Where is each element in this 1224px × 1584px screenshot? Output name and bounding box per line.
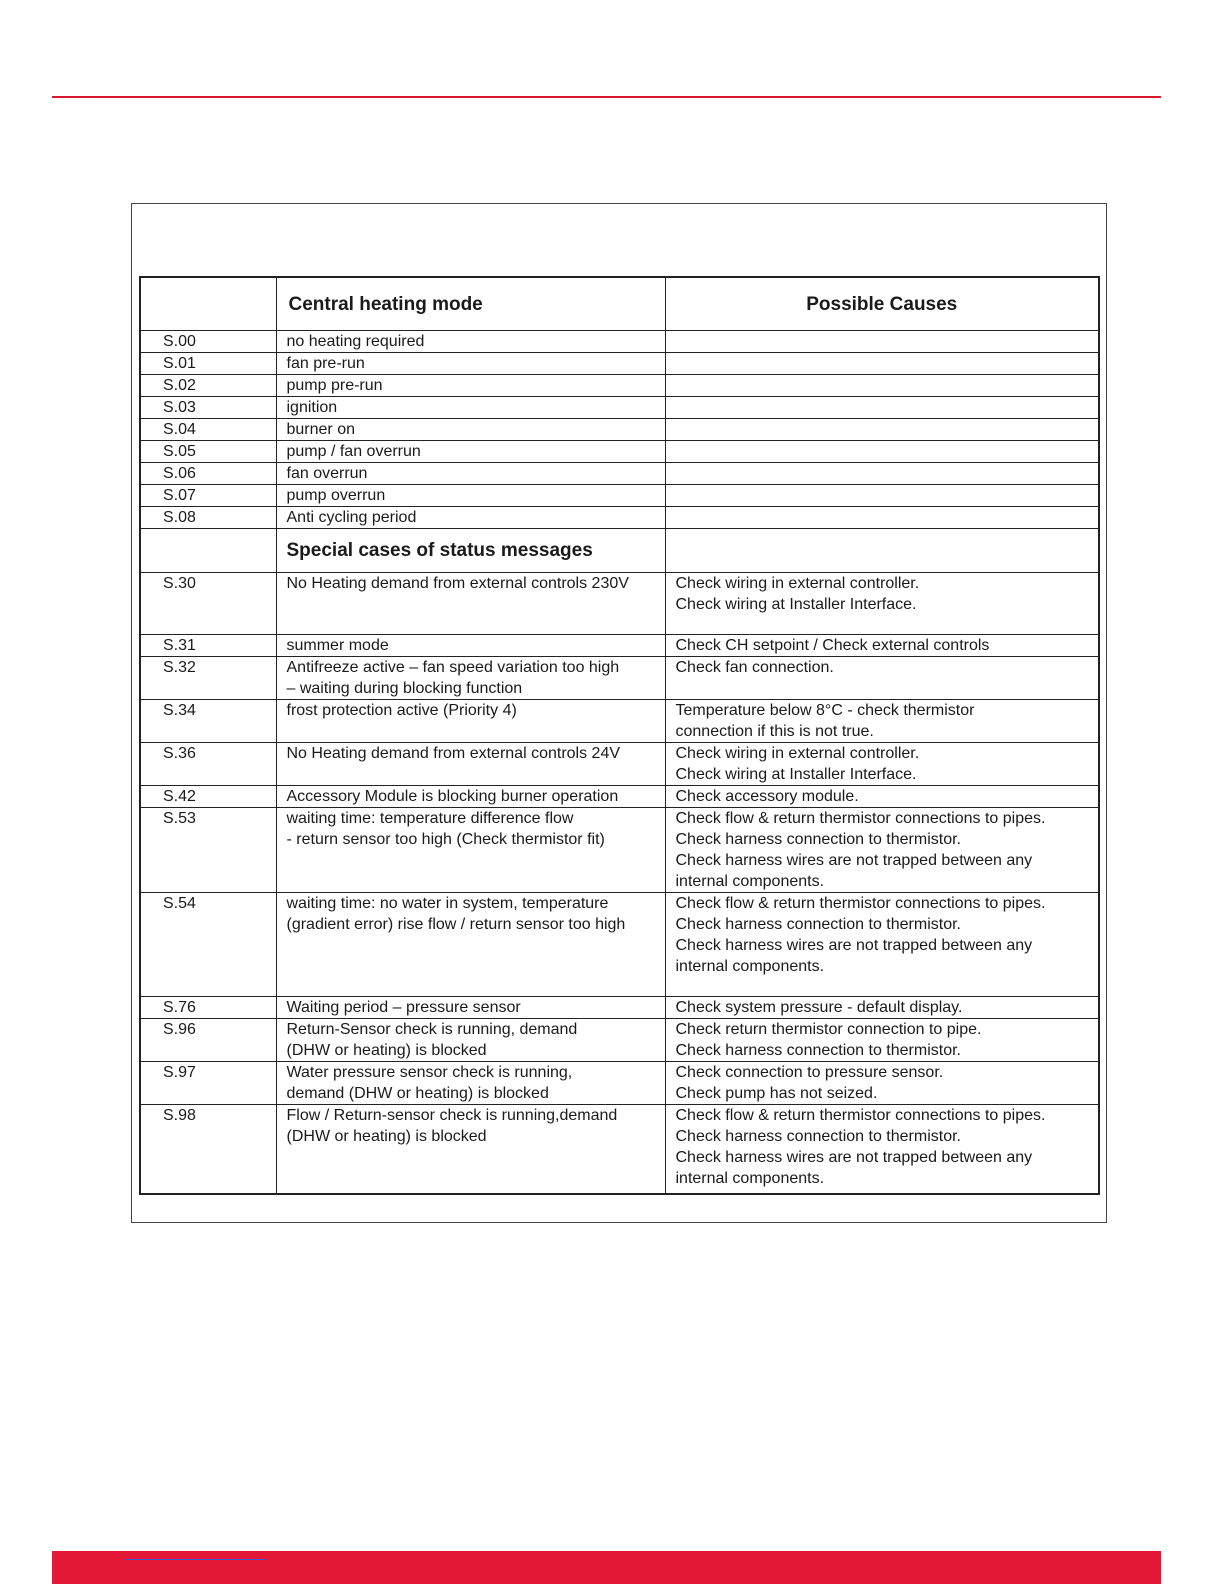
possible-causes [665, 463, 1099, 485]
possible-causes [665, 375, 1099, 397]
status-code: S.06 [140, 463, 276, 485]
status-code: S.31 [140, 635, 276, 657]
cause-line: Check system pressure - default display. [675, 999, 963, 1016]
header-row [140, 277, 1099, 331]
status-code: S.01 [140, 353, 276, 375]
status-description: fan overrun [276, 463, 665, 485]
cause-line: internal components. [675, 958, 825, 975]
cause-line: Check accessory module. [675, 788, 859, 805]
description-line: waiting time: temperature difference flow [286, 810, 574, 827]
code-column-header [140, 277, 276, 331]
table-row [140, 463, 1099, 485]
table-row [140, 397, 1099, 419]
table-row [140, 700, 1099, 743]
description-line: summer mode [286, 637, 389, 654]
table-row [140, 1062, 1099, 1105]
possible-causes [665, 1105, 1099, 1194]
status-description: no heating required [276, 331, 665, 353]
description-line: – waiting during blocking function [286, 680, 523, 697]
status-code: S.54 [140, 893, 276, 997]
status-description: Anti cycling period [276, 507, 665, 529]
description-line: (DHW or heating) is blocked [286, 1042, 487, 1059]
cause-line: Check harness connection to thermistor. [675, 1042, 961, 1059]
status-description [276, 1062, 665, 1105]
cause-line: Check wiring at Installer Interface. [675, 596, 917, 613]
status-codes-table [139, 276, 1100, 1195]
status-code: S.34 [140, 700, 276, 743]
cause-line: internal components. [675, 873, 825, 890]
possible-causes [665, 573, 1099, 635]
status-code: S.03 [140, 397, 276, 419]
possible-causes [665, 743, 1099, 786]
status-description [276, 1105, 665, 1194]
description-line: frost protection active (Priority 4) [286, 702, 517, 719]
status-description: pump pre-run [276, 375, 665, 397]
status-description [276, 743, 665, 786]
cause-line: Check wiring at Installer Interface. [675, 766, 917, 783]
table-row [140, 441, 1099, 463]
table-row [140, 485, 1099, 507]
possible-causes [665, 635, 1099, 657]
table-row [140, 419, 1099, 441]
status-code: S.04 [140, 419, 276, 441]
footer-link[interactable] [126, 1559, 266, 1560]
table-row [140, 1105, 1099, 1194]
mode-column-header: Central heating mode [276, 277, 665, 331]
possible-causes [665, 419, 1099, 441]
status-description: burner on [276, 419, 665, 441]
status-description [276, 893, 665, 997]
status-code: S.08 [140, 507, 276, 529]
possible-causes [665, 786, 1099, 808]
possible-causes [665, 893, 1099, 997]
cause-line: Temperature below 8°C - check thermistor [675, 702, 975, 719]
table-row [140, 353, 1099, 375]
description-line: (DHW or heating) is blocked [286, 1128, 487, 1145]
cause-line: Check connection to pressure sensor. [675, 1064, 944, 1081]
cause-line: Check wiring in external controller. [675, 745, 920, 762]
cause-line: Check harness wires are not trapped between any [675, 1149, 1033, 1166]
cause-line: Check pump has not seized. [675, 1085, 878, 1102]
description-line: demand (DHW or heating) is blocked [286, 1085, 549, 1102]
cause-line: Check CH setpoint / Check external controls [675, 637, 990, 654]
table-row [140, 808, 1099, 893]
status-code: S.02 [140, 375, 276, 397]
causes-column-header: Possible Causes [665, 277, 1099, 331]
status-description [276, 808, 665, 893]
table-row [140, 507, 1099, 529]
possible-causes [665, 700, 1099, 743]
status-code: S.76 [140, 997, 276, 1019]
table-row [140, 1019, 1099, 1062]
description-line: No Heating demand from external controls 24V [286, 745, 621, 762]
cause-line: Check harness wires are not trapped between any [675, 852, 1033, 869]
section-row [140, 529, 1099, 573]
description-line: Antifreeze active – fan speed variation too high [286, 659, 620, 676]
cause-line: Check flow & return thermistor connections to pipes. [675, 810, 1046, 827]
possible-causes [665, 808, 1099, 893]
status-description [276, 700, 665, 743]
cause-line: Check fan connection. [675, 659, 834, 676]
cause-line: Check harness connection to thermistor. [675, 831, 961, 848]
description-line: Flow / Return-sensor check is running,demand [286, 1107, 618, 1124]
description-line: (gradient error) rise flow / return sensor too high [286, 916, 626, 933]
footer-bar [52, 1551, 1161, 1584]
status-code: S.30 [140, 573, 276, 635]
status-code: S.98 [140, 1105, 276, 1194]
status-code: S.00 [140, 331, 276, 353]
status-description [276, 1019, 665, 1062]
cause-line: connection if this is not true. [675, 723, 874, 740]
possible-causes [665, 657, 1099, 700]
status-description: pump overrun [276, 485, 665, 507]
description-line: Accessory Module is blocking burner operation [286, 788, 619, 805]
status-description [276, 657, 665, 700]
table-row [140, 743, 1099, 786]
possible-causes [665, 1062, 1099, 1105]
status-description: fan pre-run [276, 353, 665, 375]
table-row [140, 997, 1099, 1019]
status-description: ignition [276, 397, 665, 419]
status-description: pump / fan overrun [276, 441, 665, 463]
cause-line: internal components. [675, 1170, 825, 1187]
description-line: No Heating demand from external controls 230V [286, 575, 629, 592]
cause-line: Check harness connection to thermistor. [675, 1128, 961, 1145]
status-code: S.32 [140, 657, 276, 700]
table-row [140, 786, 1099, 808]
status-code: S.53 [140, 808, 276, 893]
status-description [276, 573, 665, 635]
status-code: S.36 [140, 743, 276, 786]
status-code: S.05 [140, 441, 276, 463]
table-row [140, 893, 1099, 997]
status-code: S.97 [140, 1062, 276, 1105]
possible-causes [665, 485, 1099, 507]
status-code: S.07 [140, 485, 276, 507]
status-description [276, 997, 665, 1019]
cause-line: Check harness wires are not trapped between any [675, 937, 1033, 954]
possible-causes [665, 441, 1099, 463]
section-title: Special cases of status messages [276, 529, 665, 573]
possible-causes [665, 507, 1099, 529]
cause-line: Check wiring in external controller. [675, 575, 920, 592]
table-row [140, 375, 1099, 397]
possible-causes [665, 1019, 1099, 1062]
possible-causes [665, 397, 1099, 419]
cause-line: Check flow & return thermistor connections to pipes. [675, 1107, 1046, 1124]
table-row [140, 635, 1099, 657]
description-line: Return-Sensor check is running, demand [286, 1021, 578, 1038]
description-line: Water pressure sensor check is running, [286, 1064, 573, 1081]
possible-causes [665, 331, 1099, 353]
description-line: Waiting period – pressure sensor [286, 999, 521, 1016]
status-code: S.96 [140, 1019, 276, 1062]
status-code: S.42 [140, 786, 276, 808]
status-description [276, 635, 665, 657]
cause-line: Check flow & return thermistor connections to pipes. [675, 895, 1046, 912]
cause-line: Check harness connection to thermistor. [675, 916, 961, 933]
cause-line: Check return thermistor connection to pipe. [675, 1021, 982, 1038]
table-row [140, 657, 1099, 700]
status-description [276, 786, 665, 808]
table-row [140, 331, 1099, 353]
possible-causes [665, 997, 1099, 1019]
description-line: waiting time: no water in system, temperature [286, 895, 609, 912]
header-rule [52, 96, 1161, 98]
table-row [140, 573, 1099, 635]
possible-causes [665, 353, 1099, 375]
description-line: - return sensor too high (Check thermistor fit) [286, 831, 605, 848]
